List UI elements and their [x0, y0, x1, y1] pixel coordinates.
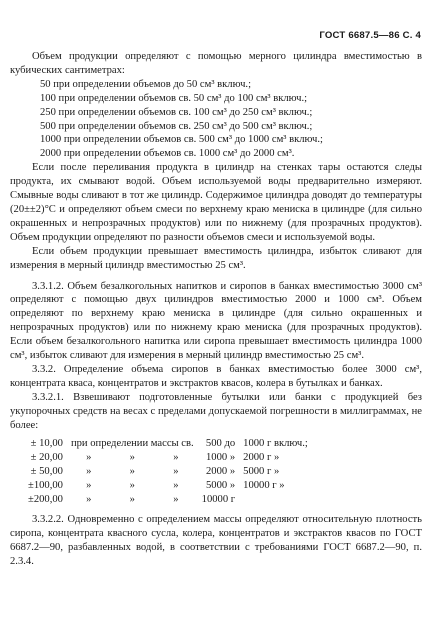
mass-from-cell: 10000 г	[201, 494, 236, 506]
tolerance-cell: ± 10,00	[30, 438, 63, 450]
document-body	[10, 50, 422, 569]
mass-to-cell: 2000 г »	[243, 452, 280, 464]
ditto-cell: »	[173, 494, 179, 506]
ditto-cell: »	[86, 480, 92, 492]
mass-tolerance-table	[24, 437, 312, 507]
mass-from-cell: 1000 »	[206, 452, 236, 464]
ditto-cell: »	[173, 452, 179, 464]
table-row	[24, 493, 312, 507]
mass-from-cell: 5000 »	[206, 480, 236, 492]
section-3-3-1-2: 3.3.1.2. Объем безалкогольных напитков и сиропов в банках вместимостью 3000 см³ определяют с помощью двух цилиндров вместимостью 2000 и 1000 см³. Объем определяют по верхнему краю мениска в цилиндре (для сильно окрашенных и непрозрачных продуктов) или по нижнему краю мениска (для прозрачных продуктов). Если объем безалкогольного напитка или сиропа превышает вместимость цилиндра 1000 см³, избыток сливают для измерения в мерный цилиндр вместимостью 25 см³.	[10, 280, 422, 362]
section-3-3-2: 3.3.2. Определение объема сиропов в банках вместимостью более 3000 см³, концентрата кваса, концентратов и экстрактов квасов, колера в бутылках и банках.	[10, 363, 422, 389]
mass-to-cell	[239, 493, 312, 507]
list-item: 2000 при определении объемов св. 1000 см³ до 2000 см³.	[40, 148, 295, 160]
cylinder-volume-list	[10, 78, 422, 161]
ditto-cell: »	[129, 452, 135, 464]
ditto-cell: »	[129, 466, 135, 478]
ditto-cell: »	[129, 494, 135, 506]
residue-paragraph: Если после переливания продукта в цилиндр на стенках тары остаются следы продукта, их смывают водой. Объем используемой воды предварительно измеряют. Смывные воды сливают в тот же цилиндр. Содержимое цилиндра доводят до температуры (20±±2)°С и определяют объем смеси по верхнему краю мениска в цилиндре (для сильно окрашенных и непрозрачных продуктов) или по нижнему (для прозрачных продуктов). Объем продукции определяют по разности объемов смеси и используемой воды.	[10, 162, 422, 243]
mass-from-cell: 2000 »	[206, 466, 236, 478]
list-item: 50 при определении объемов до 50 см³ включ.;	[40, 78, 252, 90]
list-item: 250 при определении объемов св. 100 см³ до 250 см³ включ.;	[40, 106, 313, 118]
page-header: ГОСТ 6687.5—86 С. 4	[319, 30, 421, 41]
tolerance-cell: ± 20,00	[30, 452, 63, 464]
list-item: 500 при определении объемов св. 250 см³ до 500 см³ включ.;	[40, 120, 313, 132]
table-row	[24, 479, 312, 493]
ditto-cell: »	[86, 494, 92, 506]
tolerance-cell: ± 50,00	[30, 466, 63, 478]
section-3-3-2-1: 3.3.2.1. Взвешивают подготовленные бутылки или банки с продукцией без укупорочных средств на весах с пределами допускаемой погрешности в миллиграммах, не более:	[10, 391, 422, 431]
table-row	[24, 465, 312, 479]
ditto-cell: »	[129, 480, 135, 492]
intro-paragraph: Объем продукции определяют с помощью мерного цилиндра вместимостью в кубических сантиметрах:	[10, 51, 422, 76]
table-row	[24, 437, 312, 451]
phrase-cell: при определении массы св.	[70, 438, 194, 450]
ditto-cell: »	[86, 466, 92, 478]
mass-to-cell: 5000 г »	[243, 466, 280, 478]
tolerance-cell: ±200,00	[28, 494, 63, 506]
mass-to-cell: 1000 г включ.;	[243, 438, 308, 450]
ditto-cell: »	[173, 480, 179, 492]
list-item: 100 при определении объемов св. 50 см³ до 100 см³ включ.;	[40, 92, 308, 104]
excess-paragraph: Если объем продукции превышает вместимость цилиндра, избыток сливают для измерения в мерный цилиндр вместимостью 25 см³.	[10, 245, 422, 271]
mass-from-cell: 500 до	[205, 438, 236, 450]
mass-to-cell: 10000 г »	[243, 480, 285, 492]
table-row	[24, 451, 312, 465]
ditto-cell: »	[86, 452, 92, 464]
list-item: 1000 при определении объемов св. 500 см³ до 1000 см³ включ.;	[40, 134, 323, 146]
tolerance-cell: ±100,00	[28, 480, 63, 492]
section-3-3-2-2: 3.3.2.2. Одновременно с определением массы определяют относительную плотность сиропа, концентрата квасного сусла, колера, концентратов и экстрактов квасов по ГОСТ 6687.2—90, разбавленных водой, в соответствии с требованиями ГОСТ 6687.2—90, п. 2.3.4.	[10, 514, 422, 568]
ditto-cell: »	[173, 466, 179, 478]
